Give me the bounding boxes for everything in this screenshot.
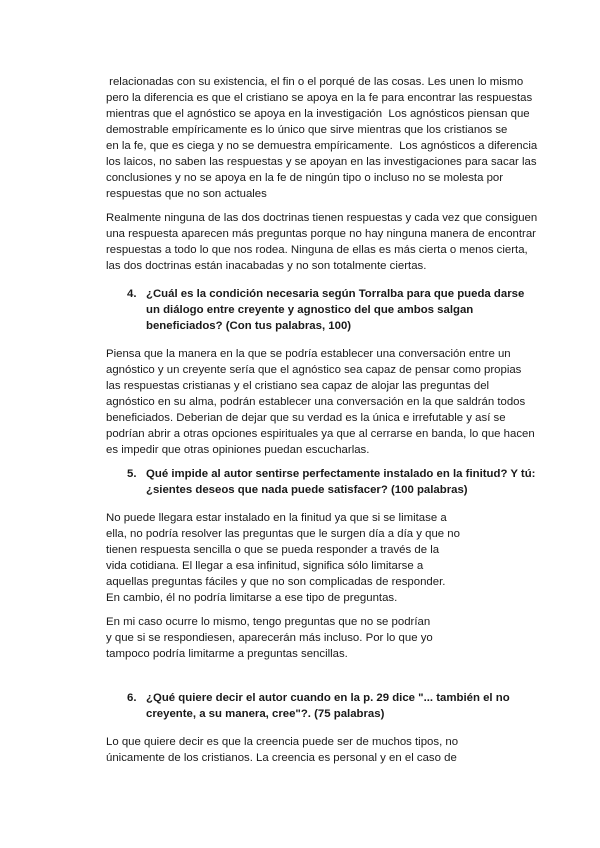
- text-line: agnóstico y un creyente sería que el agnóstico sea capaz de pensar como propias: [106, 364, 522, 376]
- question-line: beneficiados? (Con tus palabras, 100): [146, 320, 352, 332]
- text-line: respuestas que no son actuales: [106, 188, 267, 200]
- text-line: relacionadas con su existencia, el fin o el porqué de las cosas. Les unen lo mismo: [106, 76, 524, 88]
- text-line: Realmente ninguna de las dos doctrinas tienen respuestas y cada vez que consiguen: [106, 212, 538, 224]
- text-line: los laicos, no saben las respuestas y se apoyan en las investigaciones para sacar las: [106, 156, 537, 168]
- text-line: y que si se respondiesen, aparecerán más incluso. Por lo que yo: [106, 632, 433, 644]
- text-line: tienen respuesta sencilla o que se pueda responder a través de la: [106, 544, 440, 556]
- text-line: en la fe, que es ciega y no se demuestra empíricamente. Los agnósticos a diferencia: [106, 140, 538, 152]
- text-line: Lo que quiere decir es que la creencia puede ser de muchos tipos, no: [106, 736, 459, 748]
- text-line: una respuesta aparecen más preguntas porque no hay ninguna manera de encontrar: [106, 228, 536, 240]
- text-line: únicamente de los cristianos. La creencia es personal y en el caso de: [106, 752, 457, 764]
- question-line: un diálogo entre creyente y agnostico del que ambos salgan: [146, 304, 474, 316]
- text-line: respuestas a todo lo que nos rodea. Ninguna de ellas es más cierta o menos cierta,: [106, 244, 528, 256]
- question-line: creyente, a su manera, cree"?. (75 palabras): [146, 708, 385, 720]
- text-line: podrían abrir a otras opciones espirituales ya que al cerrarse en banda, lo que hacen: [106, 428, 535, 440]
- text-line: las dos doctrinas están inacabadas y no son totalmente ciertas.: [106, 260, 427, 272]
- question-number: 5.: [127, 468, 137, 480]
- text-line: conclusiones y no se apoya en la fe de ningún tipo o incluso no se molesta por: [106, 172, 504, 184]
- text-line: agnóstico en su alma, podrán establecer una conversación en la que saldrán todos: [106, 396, 526, 408]
- text-line: En mi caso ocurre lo mismo, tengo preguntas que no se podrían: [106, 616, 431, 628]
- text-line: En cambio, él no podría limitarse a ese tipo de preguntas.: [106, 592, 398, 604]
- question-number: 6.: [127, 692, 137, 704]
- text-line: beneficiados. Deberian de dejar que su verdad es la única e irrefutable y así se: [106, 412, 506, 424]
- text-line: ella, no podría resolver las preguntas que le surgen día a día y que no: [106, 528, 460, 540]
- question-number: 4.: [127, 288, 137, 300]
- text-line: vida cotidiana. El llegar a esa infinitud, significa sólo limitarse a: [106, 560, 424, 572]
- question-line: ¿sientes deseos que nada puede satisfacer? (100 palabras): [146, 484, 468, 496]
- question-line: ¿Qué quiere decir el autor cuando en la p. 29 dice "... también el no: [146, 692, 510, 704]
- text-line: las respuestas cristianas y el cristiano sea capaz de alojar las preguntas del: [106, 380, 490, 392]
- text-line: No puede llegara estar instalado en la finitud ya que si se limitase a: [106, 512, 447, 524]
- question-line: Qué impide al autor sentirse perfectamente instalado en la finitud? Y tú:: [146, 468, 536, 480]
- text-line: demostrable empíricamente es lo único que sirve mientras que los cristianos se: [106, 124, 508, 136]
- text-line: Piensa que la manera en la que se podría establecer una conversación entre un: [106, 348, 511, 360]
- text-line: mientras que el agnóstico se apoya en la investigación Los agnósticos piensan que: [106, 108, 530, 120]
- text-line: pero la diferencia es que el cristiano se apoya en la fe para encontrar las respuestas: [106, 92, 533, 104]
- text-line: tampoco podría limitarme a preguntas sencillas.: [106, 648, 348, 660]
- question-line: ¿Cuál es la condición necesaria según Torralba para que pueda darse: [146, 288, 525, 300]
- text-line: es impedir que otras opiniones puedan escucharlas.: [106, 444, 370, 456]
- text-line: aquellas preguntas fáciles y que no son complicadas de responder.: [106, 576, 446, 588]
